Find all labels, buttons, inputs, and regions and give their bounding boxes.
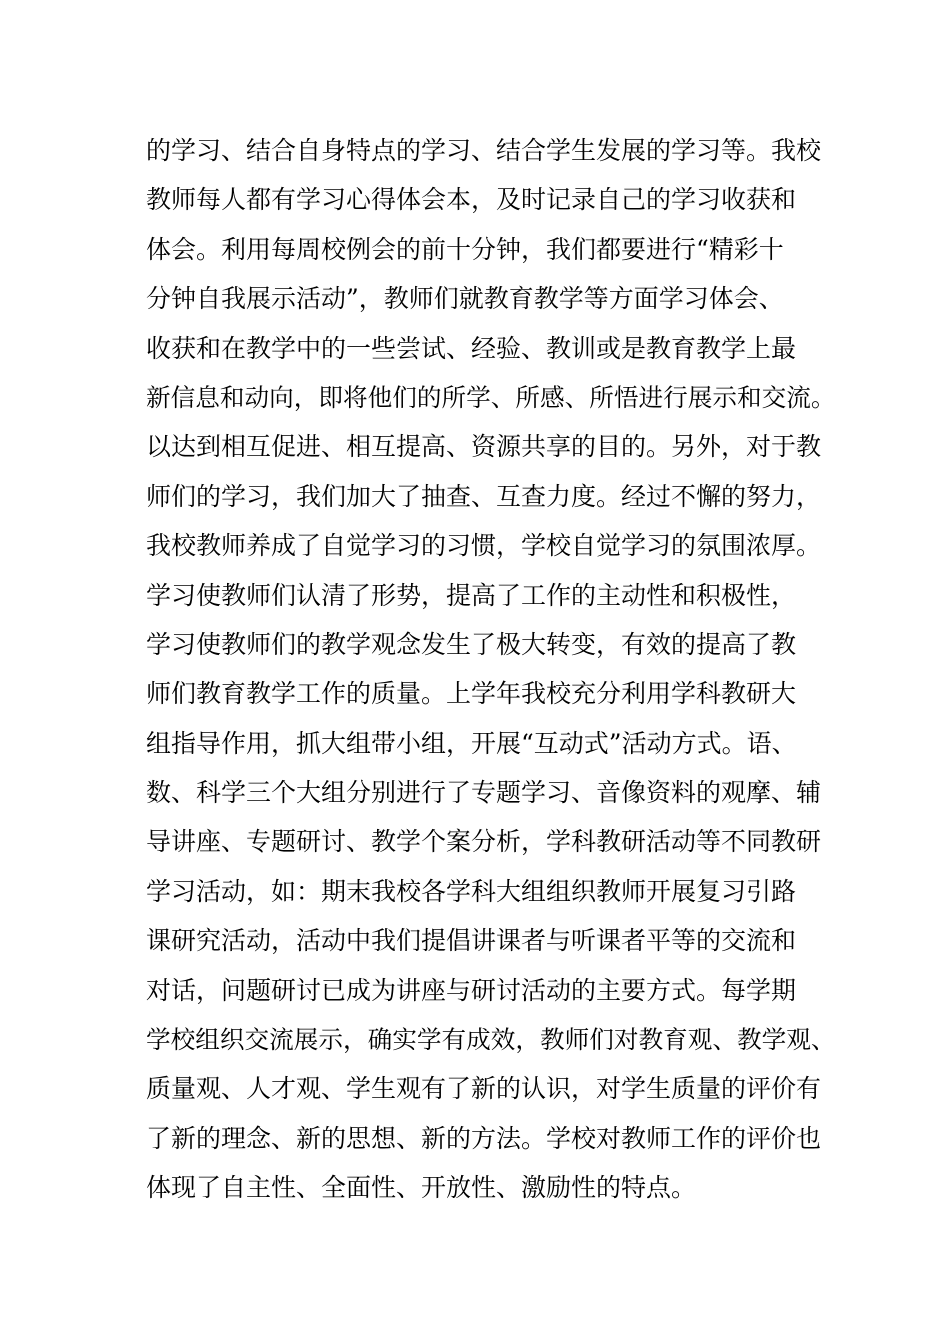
text-line: 新信息和动向，即将他们的所学、所感、所悟进行展示和交流。 <box>146 382 836 412</box>
text-line: 分钟自我展示活动”，教师们就教育教学等方面学习体会、 <box>146 284 784 314</box>
text-line: 数、科学三个大组分别进行了专题学习、音像资料的观摩、辅 <box>146 778 822 808</box>
text-line: 学习活动，如：期末我校各学科大组组织教师开展复习引路 <box>146 876 797 906</box>
text-line: 我校教师养成了自觉学习的习惯，学校自觉学习的氛围浓厚。 <box>146 531 822 561</box>
text-line: 学习使教师们认清了形势，提高了工作的主动性和积极性， <box>146 580 797 610</box>
text-line: 教师每人都有学习心得体会本，及时记录自己的学习收获和 <box>146 185 797 215</box>
text-line: 收获和在教学中的一些尝试、经验、教训或是教育教学上最 <box>146 333 797 363</box>
text-line: 以达到相互促进、相互提高、资源共享的目的。另外，对于教 <box>146 432 822 462</box>
text-line: 的学习、结合自身特点的学习、结合学生发展的学习等。我校 <box>146 136 822 165</box>
text-line: 对话，问题研讨已成为讲座与研讨活动的主要方式。每学期 <box>146 975 797 1005</box>
text-line: 学校组织交流展示，确实学有成效，教师们对教育观、教学观、 <box>146 1025 836 1055</box>
text-line: 师们教育教学工作的质量。上学年我校充分利用学科教研大 <box>146 679 797 709</box>
text-line: 学习使教师们的教学观念发生了极大转变，有效的提高了教 <box>146 629 797 659</box>
text-line: 体现了自主性、全面性、开放性、激励性的特点。 <box>146 1173 697 1203</box>
text-line: 了新的理念、新的思想、新的方法。学校对教师工作的评价也 <box>146 1123 822 1153</box>
text-line: 师们的学习，我们加大了抽查、互查力度。经过不懈的努力， <box>146 481 822 511</box>
text-line: 质量观、人才观、学生观有了新的认识，对学生质量的评价有 <box>146 1074 822 1104</box>
body-text <box>146 126 836 1213</box>
text-line: 体会。利用每周校例会的前十分钟，我们都要进行“精彩十 <box>146 234 784 264</box>
text-line: 导讲座、专题研讨、教学个案分析，学科教研活动等不同教研 <box>146 827 822 857</box>
text-line: 组指导作用，抓大组带小组，开展“互动式”活动方式。语、 <box>146 728 797 758</box>
text-line: 课研究活动，活动中我们提倡讲课者与听课者平等的交流和 <box>146 926 797 956</box>
